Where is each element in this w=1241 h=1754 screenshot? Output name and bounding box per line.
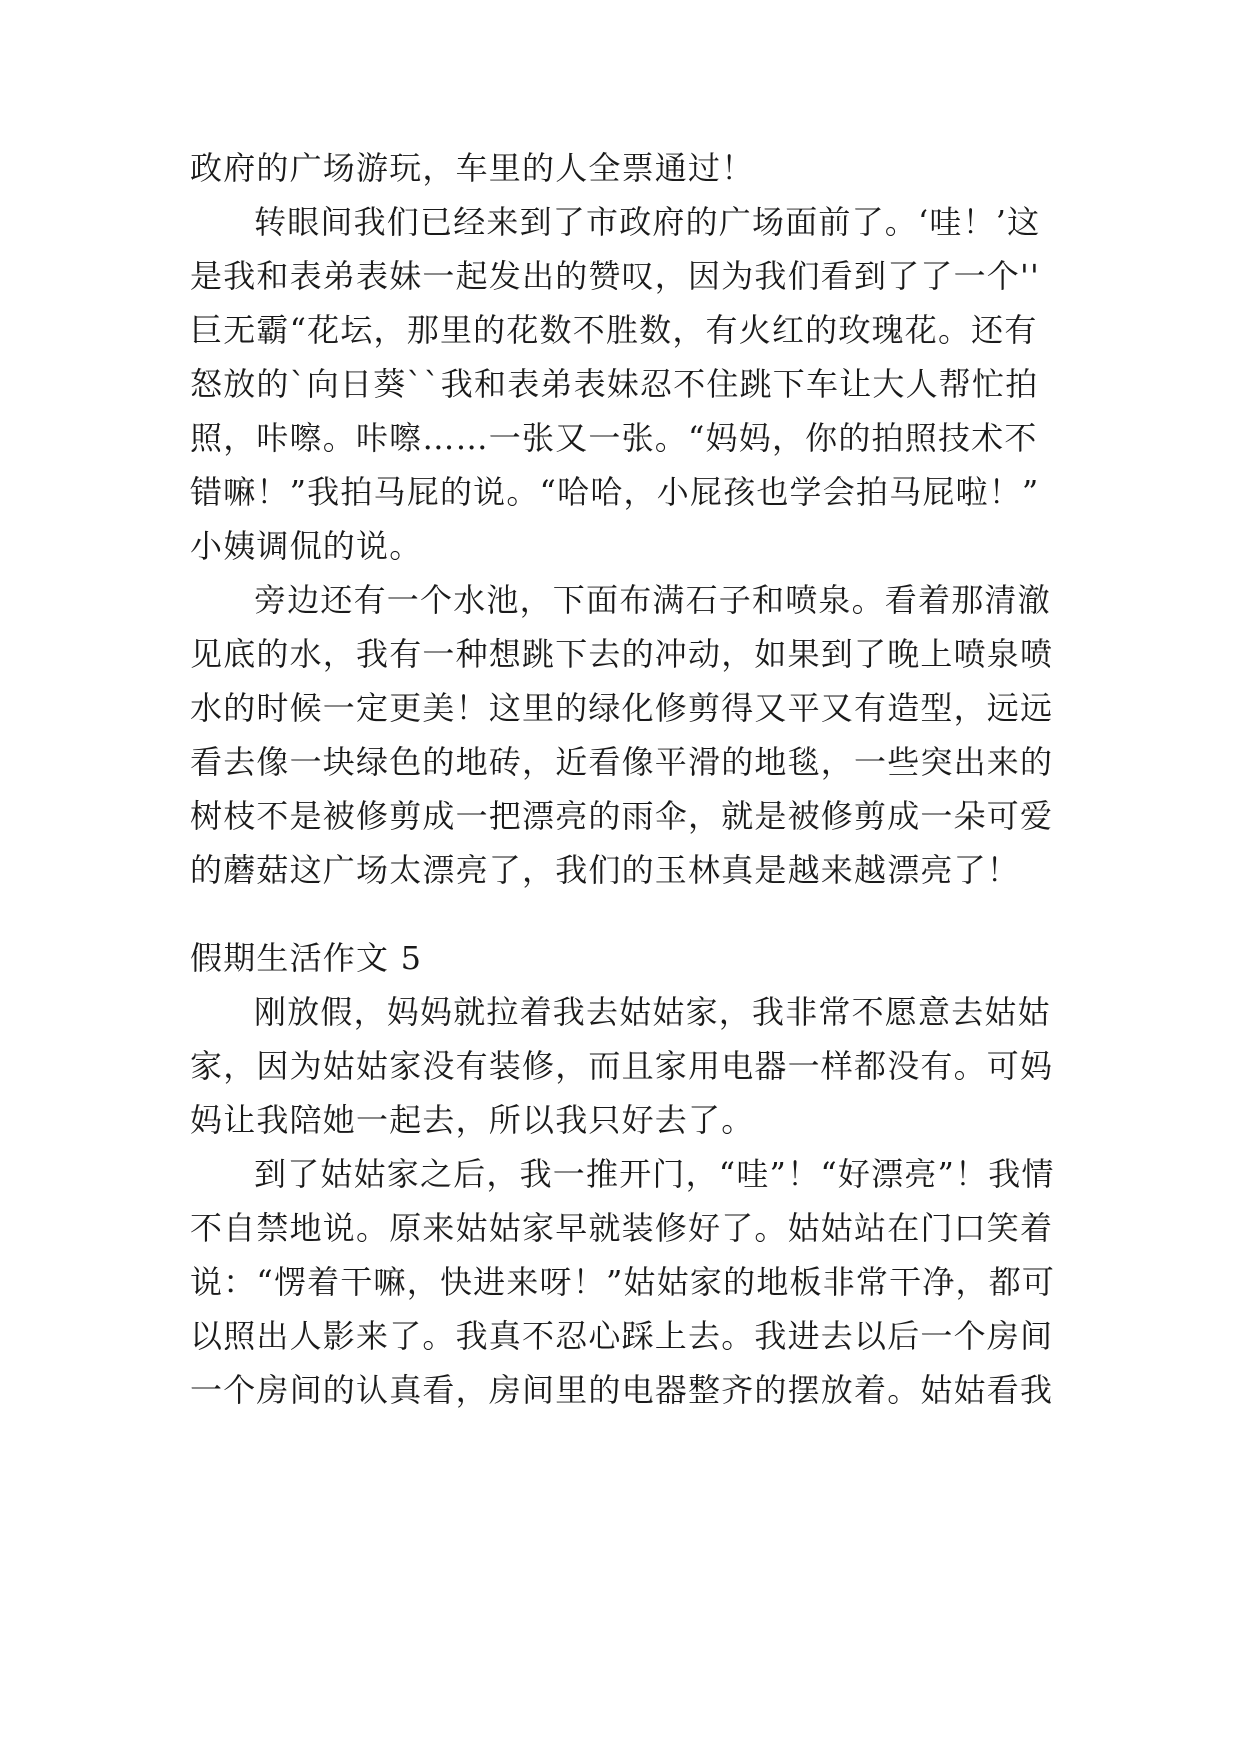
paragraph-line: 说：“愣着干嘛，快进来呀！”姑姑家的地板非常干净，都可 — [190, 1263, 1056, 1301]
paragraph-line: 转眼间我们已经来到了市政府的广场面前了。‘哇！’这 — [254, 203, 1041, 241]
paragraph-line: 小姨调侃的说。 — [190, 527, 423, 565]
paragraph-line: 刚放假，妈妈就拉着我去姑姑家，我非常不愿意去姑姑 — [254, 993, 1051, 1031]
paragraph-line: 妈让我陪她一起去，所以我只好去了。 — [190, 1101, 755, 1139]
section-title: 假期生活作文 5 — [190, 939, 423, 977]
paragraph-line: 是我和表弟表妹一起发出的赞叹，因为我们看到了了一个'' — [190, 257, 1040, 295]
paragraph-line: 错嘛！”我拍马屁的说。“哈哈，小屁孩也学会拍马屁啦！” — [190, 473, 1040, 511]
paragraph-line: 见底的水，我有一种想跳下去的冲动，如果到了晚上喷泉喷 — [190, 635, 1054, 673]
paragraph-line: 巨无霸“花坛，那里的花数不胜数，有火红的玫瑰花。还有 — [190, 311, 1038, 349]
paragraph-line: 照，咔嚓。咔嚓……一张又一张。“妈妈，你的拍照技术不 — [190, 419, 1038, 457]
paragraph-line: 到了姑姑家之后，我一推开门，“哇”！“好漂亮”！我情 — [254, 1155, 1055, 1193]
paragraph-line: 以照出人影来了。我真不忍心踩上去。我进去以后一个房间 — [190, 1317, 1054, 1355]
paragraph-line: 水的时候一定更美！这里的绿化修剪得又平又有造型，远远 — [190, 689, 1054, 727]
paragraph-line: 看去像一块绿色的地砖，近看像平滑的地毯，一些突出来的 — [190, 743, 1054, 781]
paragraph-line: 一个房间的认真看，房间里的电器整齐的摆放着。姑姑看我 — [190, 1371, 1054, 1409]
paragraph-line: 政府的广场游玩，车里的人全票通过！ — [190, 149, 755, 187]
paragraph-line: 旁边还有一个水池，下面布满石子和喷泉。看着那清澈 — [254, 581, 1051, 619]
paragraph-line: 树枝不是被修剪成一把漂亮的雨伞，就是被修剪成一朵可爱 — [190, 797, 1054, 835]
paragraph-line: 的蘑菇这广场太漂亮了，我们的玉林真是越来越漂亮了！ — [190, 851, 1021, 889]
paragraph-line: 不自禁地说。原来姑姑家早就装修好了。姑姑站在门口笑着 — [190, 1209, 1054, 1247]
paragraph-line: 家，因为姑姑家没有装修，而且家用电器一样都没有。可妈 — [190, 1047, 1054, 1085]
paragraph-line: 怒放的`向日葵``我和表弟表妹忍不住跳下车让大人帮忙拍 — [190, 365, 1039, 403]
